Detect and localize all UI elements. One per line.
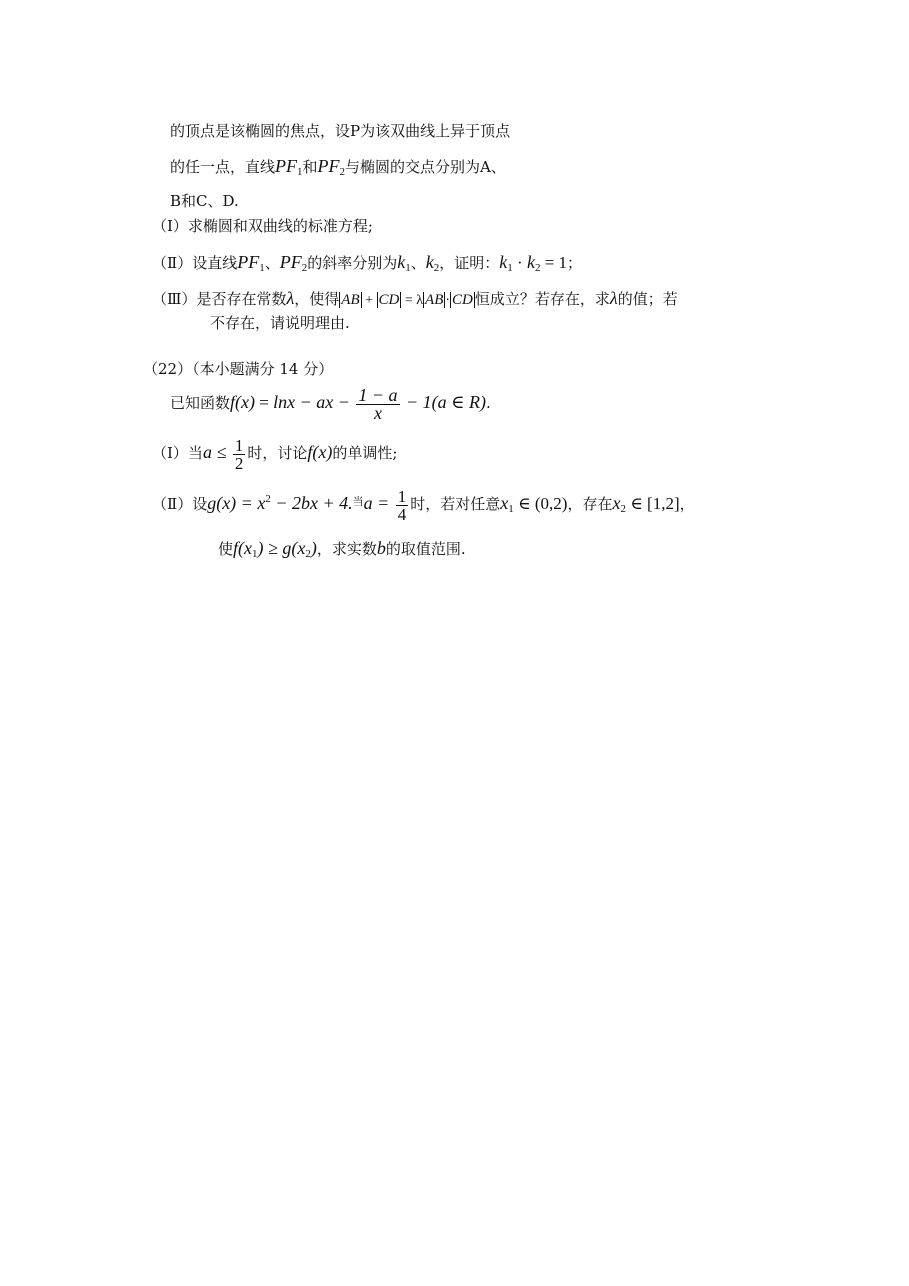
p21-line2 (170, 156, 506, 182)
f-x1-sub: 1 (252, 548, 258, 560)
k1k2-eq: = 1 (540, 253, 568, 272)
p21-part3-d: 的值；若 (617, 290, 678, 308)
p21-part3-b: ，使得 (294, 290, 340, 308)
f-x1: f(x (233, 538, 252, 558)
given-frac-num: 1 − a (358, 384, 398, 405)
part2-a-eq: a = (363, 493, 394, 513)
g-close: ) (310, 538, 317, 558)
p22-part2-line2-c: 的取值范围. (385, 540, 466, 558)
part2-frac-num: 1 (397, 486, 407, 506)
p22-header (143, 359, 333, 379)
lambda-symbol-2: λ (609, 288, 618, 308)
p22-part2-c: ，存在 (567, 495, 613, 513)
p22-part1-a: （Ⅰ）当 (152, 444, 203, 462)
pf1 (275, 156, 303, 176)
p21-part3-line2-text: 不存在，请说明理由. (210, 314, 350, 332)
k1k2-dot: · (512, 253, 527, 272)
x2-in (612, 493, 679, 513)
given-frac-den: x (373, 402, 382, 423)
x2-var: x (612, 493, 621, 513)
p22-part2-line2-b: ，求实数 (316, 540, 377, 558)
p21-part2 (152, 252, 582, 278)
g-x2-sub: 2 (305, 548, 311, 560)
abs-cd-2: CD (452, 292, 473, 308)
abs-ab-2: AB (425, 292, 444, 308)
x1-interval: ∈ (0,2) (513, 494, 568, 513)
p21-line1 (170, 121, 510, 141)
k1k2-a: k (499, 252, 508, 272)
p21-line2-c: 与椭圆的交点分别为A、 (345, 158, 506, 176)
part2-fraction (396, 488, 409, 523)
k1k2-b-sub: 2 (534, 262, 541, 274)
p22-part2-d: ， (679, 495, 695, 513)
gx-def: g(x) = x (207, 493, 266, 513)
k1k2-a-sub: 1 (507, 262, 513, 274)
p21-line2-a: 的任一点，直线 (170, 158, 276, 176)
p21-line3-text: B和C、D. (170, 192, 239, 210)
gx-definition (207, 493, 352, 513)
p22-part2 (152, 477, 695, 531)
p21-line3 (170, 191, 239, 211)
given-fx: f(x) (230, 392, 255, 412)
k1-sub: 1 (405, 262, 411, 274)
part1-fx: f(x) (307, 442, 333, 462)
f-ge-g (233, 538, 317, 558)
p21-part3 (152, 288, 678, 311)
p21-line1-text: 的顶点是该椭圆的焦点，设P为该双曲线上异于顶点 (170, 122, 511, 140)
x2-interval: ∈ [1,2] (625, 494, 680, 513)
p22-part2-b: 时，若对任意 (410, 495, 501, 513)
p21-line2-b: 和 (302, 158, 318, 176)
part2-pf1-text: PF (237, 252, 260, 272)
b-symbol: b (376, 538, 386, 558)
p21-part2-d: 、 (410, 254, 426, 272)
p22-part2-line2-a: 使 (218, 540, 234, 558)
abs-dot: · (445, 293, 451, 308)
k2-sub: 2 (433, 262, 440, 274)
p22-part1-b: 时，讨论 (247, 444, 308, 462)
pf1-text: PF (275, 156, 298, 176)
p21-part2-semicolon: ； (567, 254, 583, 272)
part2-pf2-text: PF (279, 252, 302, 272)
pf2-sub: 2 (339, 166, 346, 178)
part2-pf1-sub: 1 (259, 262, 265, 274)
abs-ab: AB (341, 292, 360, 308)
k2-text: k (425, 252, 434, 272)
p22-part2-a: （Ⅱ）设 (152, 495, 208, 513)
k1k2-product (499, 252, 567, 272)
p21-part2-e: ，证明： (439, 254, 500, 272)
x2-sub: 2 (620, 503, 626, 515)
p21-part3-a: （Ⅲ）是否存在常数 (152, 290, 287, 308)
p21-part3-c: 恒成立？若存在，求 (474, 290, 610, 308)
abs-plus: + (361, 293, 377, 308)
pf1-sub: 1 (297, 166, 303, 178)
p22-part1 (152, 430, 397, 475)
pf2 (318, 156, 346, 176)
part2-pf2-sub: 2 (301, 262, 308, 274)
p22-header-text: （22）（本小题满分 14 分） (143, 360, 334, 378)
part1-a-le: a ≤ (202, 442, 231, 462)
k1-text: k (397, 252, 406, 272)
x1-var: x (500, 493, 509, 513)
lambda-symbol: λ (286, 288, 295, 308)
p22-part2-line2 (218, 538, 466, 564)
abs-equation (339, 292, 475, 308)
x1-sub: 1 (508, 503, 514, 515)
k1 (397, 252, 411, 272)
p21-part1-text: （Ⅰ）求椭圆和双曲线的标准方程; (152, 217, 373, 235)
part1-fraction (233, 437, 246, 472)
part1-frac-num: 1 (234, 435, 244, 455)
p21-part2-c: 的斜率分别为 (307, 254, 398, 272)
p22-part1-c: 的单调性; (332, 444, 398, 462)
x1-in (500, 493, 567, 513)
p22-given-a: 已知函数 (170, 394, 231, 412)
p21-part3-line2 (210, 313, 350, 333)
p21-part2-a: （Ⅱ）设直线 (152, 254, 238, 272)
ge-g: ) ≥ g(x (257, 538, 306, 558)
abs-cd: CD (378, 292, 400, 308)
given-eq: = (255, 393, 274, 412)
gx-when: 当 (352, 495, 364, 508)
part2-frac-den: 4 (397, 504, 407, 524)
p22-given (170, 380, 491, 425)
k2 (426, 252, 440, 272)
part2-pf2 (280, 252, 308, 272)
pf2-text: PF (317, 156, 340, 176)
abs-eq-lambda: = λ (401, 293, 424, 308)
gx-rest: − 2bx + 4. (270, 493, 353, 513)
p21-part2-b: 、 (264, 254, 280, 272)
given-period: . (486, 394, 491, 412)
given-fraction (356, 384, 399, 423)
part1-frac-den: 2 (234, 453, 244, 473)
given-tail: − 1(a ∈ R) (401, 392, 486, 412)
p21-part1 (152, 216, 373, 236)
gx-sq: 2 (265, 493, 271, 505)
given-lnx-ax: lnx − ax − (273, 392, 355, 412)
part2-pf1 (237, 252, 265, 272)
k1k2-b: k (526, 252, 535, 272)
